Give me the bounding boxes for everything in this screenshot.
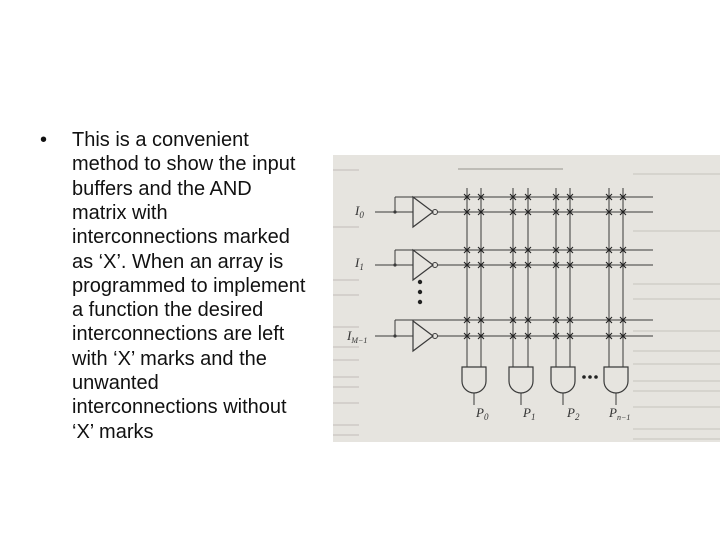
input-label-2: $I_{M-1}$ (347, 328, 368, 345)
bullet-line: programmed to implement (72, 274, 306, 297)
output-label-3: $P_{n-1}$ (609, 405, 631, 422)
pla-and-matrix-diagram (333, 155, 720, 442)
junction-dot (393, 210, 396, 213)
ellipsis-dot (418, 280, 422, 284)
and-gates (462, 367, 628, 405)
bullet-line: ‘X’ marks (72, 420, 154, 443)
ellipsis-dot (418, 300, 422, 304)
diagram-labels (346, 203, 630, 422)
and-gate (462, 367, 486, 393)
input-label-1: $I_1$ (355, 255, 364, 272)
bullet-dot: • (40, 129, 48, 151)
buffer-triangle (413, 250, 433, 280)
input-label-0: $I_0$ (355, 203, 364, 220)
and-gate (604, 367, 628, 393)
junction-dot (393, 263, 396, 266)
bullet-line: buffers and the AND (72, 177, 252, 200)
bullet-line: with ‘X’ marks and the (72, 347, 267, 370)
output-label-2: $P_2$ (567, 405, 580, 422)
ellipsis-dot (582, 375, 586, 379)
output-label-0: $P_0$ (476, 405, 489, 422)
buffer-triangle (413, 321, 433, 351)
bullet-line: as ‘X’. When an array is (72, 250, 284, 273)
bullet-line: This is a convenient (72, 129, 249, 151)
bullet-line: unwanted (72, 372, 159, 394)
ellipsis-dot (588, 375, 592, 379)
background-text-noise (333, 169, 720, 439)
buffer-triangle (413, 197, 433, 227)
input-buffers (393, 197, 437, 351)
ellipsis-dot (418, 290, 422, 294)
bullet-line: interconnections without (72, 396, 287, 419)
bullet-line: interconnections are left (72, 323, 285, 346)
and-gate (551, 367, 575, 393)
and-gate (509, 367, 533, 393)
bullet-line: a function the desired (72, 299, 264, 322)
bullet-line: method to show the input (72, 153, 296, 176)
bullet-line: interconnections marked (72, 226, 290, 249)
ellipsis-dot (594, 375, 598, 379)
connection-x-marks (464, 194, 626, 339)
pla-diagram-photo (333, 155, 720, 442)
bullet-line: matrix with (72, 201, 168, 224)
output-label-1: $P_1$ (523, 405, 536, 422)
junction-dot (393, 334, 396, 337)
